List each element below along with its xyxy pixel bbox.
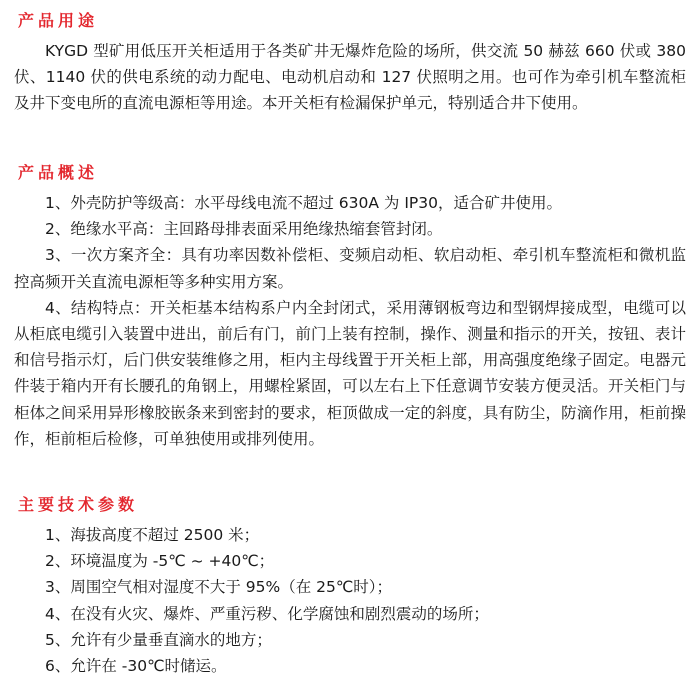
section-title-params: 主要技术参数 <box>18 495 139 514</box>
section-product-overview <box>14 162 686 490</box>
overview-item-1: 1、外壳防护等级高：水平母线电流不超过 630A 为 IP30，适合矿井使用。 <box>45 194 562 212</box>
param-item-1: 1、海拔高度不超过 2500 米； <box>45 526 260 544</box>
param-item-3: 3、周围空气相对湿度不大于 95%（在 25℃时）； <box>45 578 393 597</box>
overview-item-4: 4、结构特点：开关柜基本结构系户内全封闭式，采用薄钢板弯边和型钢焊接成型，电缆可以从柜底电缆引入装置中进出，前后有门，前门上装有控制，操作、测量和指示的开关，按钮、表计和信号指示灯，后门供安装维修之用，柜内主母线置于开关柜上部，用高强度绝缘子固定。电器元件装于箱内开有长腰孔的角钢上，用螺栓紧固，可以左右上下任意调节安装方便灵活。开关柜门与柜体之间采用异形橡胶嵌条来到密封的要求，柜顶做成一定的斜度，具有防尘，防滴作用，柜前操作，柜前柜后检修，可单独使用或排列使用。 <box>14 298 686 448</box>
param-item-4: 4、在没有火灾、爆炸、严重污秽、化学腐蚀和剧烈震动的场所； <box>45 604 489 623</box>
overview-item-3: 3、一次方案齐全：具有功率因数补偿柜、变频启动柜、软启动柜、牵引机车整流柜和微机监控高频开关直流电源柜等多种实用方案。 <box>14 246 686 291</box>
param-item-5: 5、允许有少量垂直滴水的地方； <box>45 630 272 649</box>
param-item-6: 6、允许在 -30℃时储运。 <box>45 657 227 676</box>
param-item-2: 2、环境温度为 -5℃ ~ +40℃； <box>45 552 275 571</box>
section-technical-parameters <box>14 494 686 679</box>
section-title-overview: 产品概述 <box>18 163 99 182</box>
overview-item-2: 2、绝缘水平高：主回路母排表面采用绝缘热缩套管封闭。 <box>45 220 443 239</box>
section-product-usage <box>14 10 686 158</box>
usage-paragraph: KYGD 型矿用低压开关柜适用于各类矿井无爆炸危险的场所，供交流 50 赫兹 660 伏或 380 伏、1140 伏的供电系统的动力配电、电动机启动和 127 伏照明之用。也可作为牵引机车整流柜及井下变电所的直流电源柜等用途。本开关柜有检漏保护单元，特别适合井下使用。 <box>14 42 686 113</box>
section-title-usage: 产品用途 <box>18 11 99 30</box>
